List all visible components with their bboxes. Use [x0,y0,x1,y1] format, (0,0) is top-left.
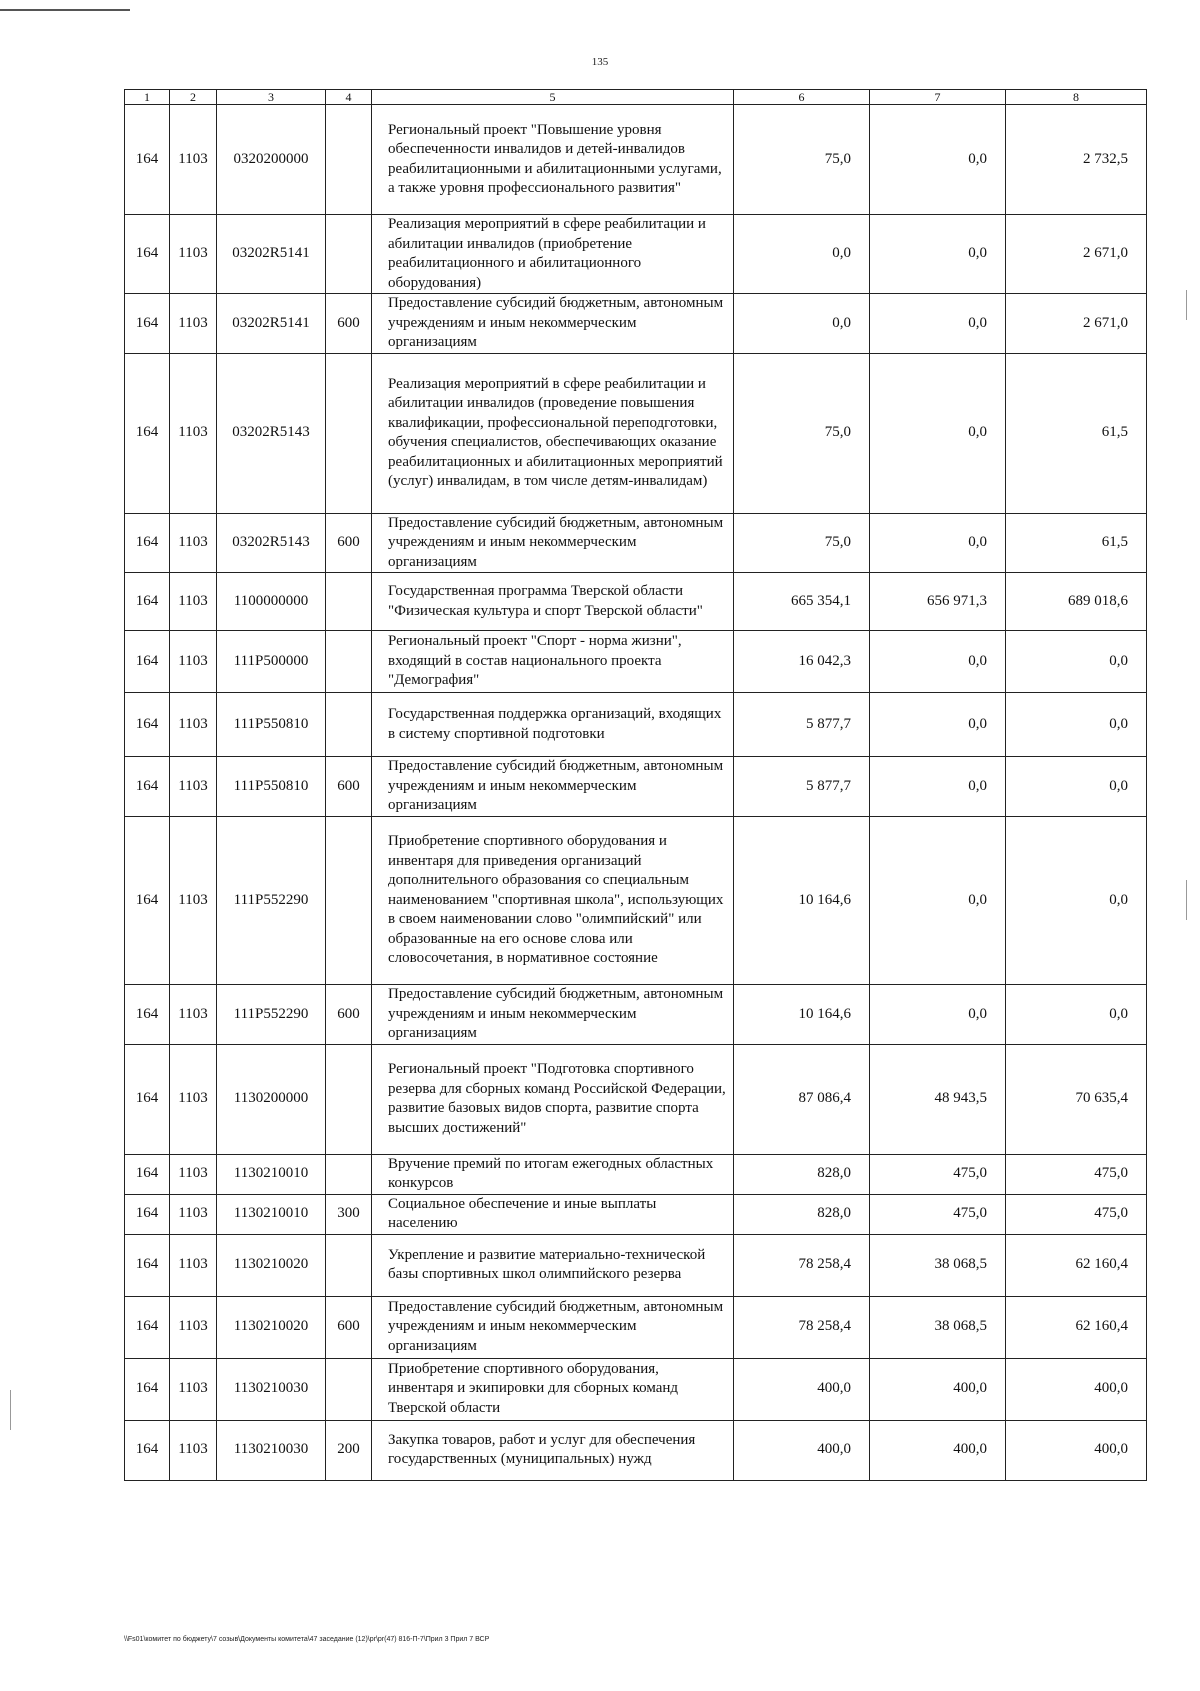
column-header: 4 [326,90,372,105]
table-cell-section: 1103 [170,985,217,1045]
table-cell-value-col7: 475,0 [870,1194,1006,1234]
table-cell-value-col8: 0,0 [1006,757,1147,817]
table-cell-description: Вручение премий по итогам ежегодных областных конкурсов [372,1154,734,1194]
table-cell-description: Региональный проект "Повышение уровня обеспеченности инвалидов и детей-инвалидов реабилитационными и абилитационными услугами, а также уровня профессионального развития" [372,105,734,215]
table-row [125,817,1147,985]
table-cell-target-article: 0320200000 [217,105,326,215]
table-cell-description: Государственная программа Тверской области "Физическая культура и спорт Тверской области" [372,573,734,631]
table-cell-id: 164 [125,1296,170,1358]
table-row [125,1234,1147,1296]
table-cell-id: 164 [125,985,170,1045]
table-cell-id: 164 [125,105,170,215]
table-cell-value-col8: 0,0 [1006,631,1147,693]
table-row [125,215,1147,294]
table-cell-value-col6: 400,0 [734,1358,870,1420]
column-header: 7 [870,90,1006,105]
scan-mark [10,1390,11,1430]
table-row [125,985,1147,1045]
table-cell-target-article: 1130210030 [217,1420,326,1480]
table-cell-value-col6: 75,0 [734,105,870,215]
table-cell-description: Региональный проект "Спорт - норма жизни", входящий в состав национального проекта "Демография" [372,631,734,693]
table-cell-value-col7: 0,0 [870,631,1006,693]
table-row [125,1044,1147,1154]
table-cell-description: Предоставление субсидий бюджетным, автономным учреждениям и иным некоммерческим организациям [372,757,734,817]
table-cell-target-article: 1130210010 [217,1154,326,1194]
table-cell-value-col8: 475,0 [1006,1154,1147,1194]
table-cell-section: 1103 [170,1044,217,1154]
table-cell-expense-type: 600 [326,757,372,817]
column-header: 8 [1006,90,1147,105]
table-cell-value-col7: 0,0 [870,105,1006,215]
table-cell-value-col7: 0,0 [870,817,1006,985]
table-cell-expense-type [326,1044,372,1154]
table-cell-id: 164 [125,1154,170,1194]
table-cell-id: 164 [125,1234,170,1296]
table-cell-value-col6: 665 354,1 [734,573,870,631]
table-cell-id: 164 [125,757,170,817]
table-cell-target-article: 1130210020 [217,1234,326,1296]
table-cell-value-col8: 0,0 [1006,985,1147,1045]
table-cell-value-col6: 5 877,7 [734,693,870,757]
table-cell-expense-type: 300 [326,1194,372,1234]
table-cell-value-col8: 2 671,0 [1006,294,1147,354]
footer-file-path: \\Fs01\комитет по бюджету\7 созыв\Документы комитета\47 заседание (12)\pr\pr(47) 816-П-7\Прил 3 Прил 7 ВСР [124,1636,490,1643]
table-cell-value-col8: 61,5 [1006,353,1147,513]
table-cell-value-col7: 656 971,3 [870,573,1006,631]
table-cell-section: 1103 [170,1154,217,1194]
table-cell-id: 164 [125,353,170,513]
table-cell-expense-type [326,1358,372,1420]
table-cell-section: 1103 [170,353,217,513]
column-header: 3 [217,90,326,105]
column-header: 5 [372,90,734,105]
table-cell-value-col8: 0,0 [1006,693,1147,757]
table-cell-value-col6: 10 164,6 [734,985,870,1045]
column-header-row [125,90,1147,105]
table-cell-description: Государственная поддержка организаций, входящих в систему спортивной подготовки [372,693,734,757]
table-cell-section: 1103 [170,1296,217,1358]
table-cell-value-col6: 10 164,6 [734,817,870,985]
table-cell-expense-type: 600 [326,294,372,354]
table-row [125,1154,1147,1194]
table-cell-value-col6: 0,0 [734,215,870,294]
table-cell-description: Социальное обеспечение и иные выплаты населению [372,1194,734,1234]
top-rule [0,9,130,11]
table-cell-target-article: 1130210020 [217,1296,326,1358]
table-cell-id: 164 [125,1194,170,1234]
table-cell-id: 164 [125,1358,170,1420]
table-cell-section: 1103 [170,1234,217,1296]
table-cell-expense-type [326,817,372,985]
table-cell-description: Реализация мероприятий в сфере реабилитации и абилитации инвалидов (приобретение реабилитационного и абилитационного оборудования) [372,215,734,294]
table-cell-id: 164 [125,817,170,985]
table-cell-id: 164 [125,513,170,573]
table-cell-target-article: 111P552290 [217,817,326,985]
table-cell-target-article: 03202R5141 [217,294,326,354]
table-cell-value-col6: 75,0 [734,353,870,513]
table-cell-value-col7: 400,0 [870,1420,1006,1480]
table-cell-section: 1103 [170,105,217,215]
table-cell-description: Укрепление и развитие материально-технической базы спортивных школ олимпийского резерва [372,1234,734,1296]
table-row [125,513,1147,573]
table-cell-value-col6: 16 042,3 [734,631,870,693]
table-cell-expense-type [326,573,372,631]
table-cell-value-col7: 0,0 [870,353,1006,513]
table-cell-value-col8: 2 671,0 [1006,215,1147,294]
table-cell-value-col8: 0,0 [1006,817,1147,985]
table-cell-value-col8: 689 018,6 [1006,573,1147,631]
table-cell-value-col7: 0,0 [870,215,1006,294]
table-cell-value-col8: 400,0 [1006,1420,1147,1480]
table-cell-target-article: 111P552290 [217,985,326,1045]
table-cell-value-col8: 475,0 [1006,1194,1147,1234]
table-cell-value-col6: 5 877,7 [734,757,870,817]
table-cell-value-col6: 75,0 [734,513,870,573]
table-cell-value-col6: 400,0 [734,1420,870,1480]
table-cell-section: 1103 [170,215,217,294]
table-cell-expense-type [326,353,372,513]
table-cell-target-article: 111P500000 [217,631,326,693]
table-cell-value-col6: 78 258,4 [734,1234,870,1296]
table-cell-description: Приобретение спортивного оборудования, инвентаря и экипировки для сборных команд Тверской области [372,1358,734,1420]
table-cell-target-article: 111P550810 [217,757,326,817]
table-cell-description: Предоставление субсидий бюджетным, автономным учреждениям и иным некоммерческим организациям [372,1296,734,1358]
table-row [125,573,1147,631]
table-cell-description: Предоставление субсидий бюджетным, автономным учреждениям и иным некоммерческим организациям [372,985,734,1045]
column-header: 1 [125,90,170,105]
column-header: 2 [170,90,217,105]
scan-mark [1186,290,1187,320]
table-cell-expense-type [326,631,372,693]
table-cell-value-col7: 400,0 [870,1358,1006,1420]
table-cell-target-article: 03202R5141 [217,215,326,294]
column-header: 6 [734,90,870,105]
table-cell-section: 1103 [170,513,217,573]
table-cell-value-col8: 62 160,4 [1006,1234,1147,1296]
table-cell-section: 1103 [170,1194,217,1234]
table-cell-section: 1103 [170,1358,217,1420]
table-cell-value-col7: 38 068,5 [870,1296,1006,1358]
table-cell-value-col8: 62 160,4 [1006,1296,1147,1358]
table-cell-expense-type: 600 [326,985,372,1045]
table-cell-target-article: 1100000000 [217,573,326,631]
table-cell-expense-type [326,105,372,215]
table-cell-description: Закупка товаров, работ и услуг для обеспечения государственных (муниципальных) нужд [372,1420,734,1480]
table-cell-target-article: 03202R5143 [217,513,326,573]
table-cell-value-col8: 2 732,5 [1006,105,1147,215]
table-cell-section: 1103 [170,693,217,757]
table-cell-id: 164 [125,573,170,631]
table-cell-value-col7: 0,0 [870,693,1006,757]
table-cell-target-article: 111P550810 [217,693,326,757]
table-cell-value-col6: 78 258,4 [734,1296,870,1358]
table-cell-value-col7: 0,0 [870,985,1006,1045]
table-cell-section: 1103 [170,757,217,817]
page-number: 135 [591,56,609,68]
table-cell-id: 164 [125,1044,170,1154]
table-cell-target-article: 1130200000 [217,1044,326,1154]
table-cell-expense-type: 600 [326,1296,372,1358]
table-cell-section: 1103 [170,631,217,693]
table-cell-value-col7: 48 943,5 [870,1044,1006,1154]
table-row [125,693,1147,757]
table-cell-value-col6: 87 086,4 [734,1044,870,1154]
table-row [125,1194,1147,1234]
table-cell-value-col8: 61,5 [1006,513,1147,573]
table-cell-id: 164 [125,631,170,693]
table-cell-target-article: 1130210030 [217,1358,326,1420]
table-cell-section: 1103 [170,817,217,985]
table-row [125,757,1147,817]
table-row [125,1358,1147,1420]
table-cell-value-col8: 400,0 [1006,1358,1147,1420]
table-cell-value-col6: 0,0 [734,294,870,354]
scan-mark [1186,880,1187,920]
table-cell-value-col7: 475,0 [870,1154,1006,1194]
table-cell-value-col6: 828,0 [734,1194,870,1234]
table-row [125,105,1147,215]
table-cell-description: Региональный проект "Подготовка спортивного резерва для сборных команд Российской Федерации, развитие базовых видов спорта, развитие спорта высших достижений" [372,1044,734,1154]
table-row [125,631,1147,693]
table-cell-value-col7: 38 068,5 [870,1234,1006,1296]
table-cell-id: 164 [125,1420,170,1480]
table-cell-expense-type: 200 [326,1420,372,1480]
table-row [125,1296,1147,1358]
table-cell-id: 164 [125,693,170,757]
table-cell-description: Предоставление субсидий бюджетным, автономным учреждениям и иным некоммерческим организациям [372,294,734,354]
table-cell-expense-type [326,215,372,294]
table-cell-value-col7: 0,0 [870,294,1006,354]
table-cell-section: 1103 [170,573,217,631]
table-cell-description: Приобретение спортивного оборудования и инвентаря для приведения организаций дополнительного образования со специальным наименованием "спортивная школа", использующих в своем наименовании слово "олимпийский" или образованные на его основе слова или словосочетания, в нормативное состояние [372,817,734,985]
budget-table [124,89,1147,1481]
table-cell-id: 164 [125,294,170,354]
table-row [125,353,1147,513]
table-cell-expense-type [326,1234,372,1296]
table-cell-expense-type [326,693,372,757]
table-cell-expense-type [326,1154,372,1194]
table-cell-section: 1103 [170,1420,217,1480]
table-cell-value-col8: 70 635,4 [1006,1044,1147,1154]
table-cell-expense-type: 600 [326,513,372,573]
table-cell-description: Реализация мероприятий в сфере реабилитации и абилитации инвалидов (проведение повышения квалификации, профессиональной переподготовки, обучения специалистов, обеспечивающих оказание реабилитационных и абилитационных мероприятий (услуг) инвалидам, в том числе детям-инвалидам) [372,353,734,513]
table-cell-value-col6: 828,0 [734,1154,870,1194]
table-cell-target-article: 03202R5143 [217,353,326,513]
table-cell-target-article: 1130210010 [217,1194,326,1234]
table-cell-section: 1103 [170,294,217,354]
table-cell-description: Предоставление субсидий бюджетным, автономным учреждениям и иным некоммерческим организациям [372,513,734,573]
table-row [125,294,1147,354]
table-cell-id: 164 [125,215,170,294]
table-cell-value-col7: 0,0 [870,513,1006,573]
table-row [125,1420,1147,1480]
table-cell-value-col7: 0,0 [870,757,1006,817]
